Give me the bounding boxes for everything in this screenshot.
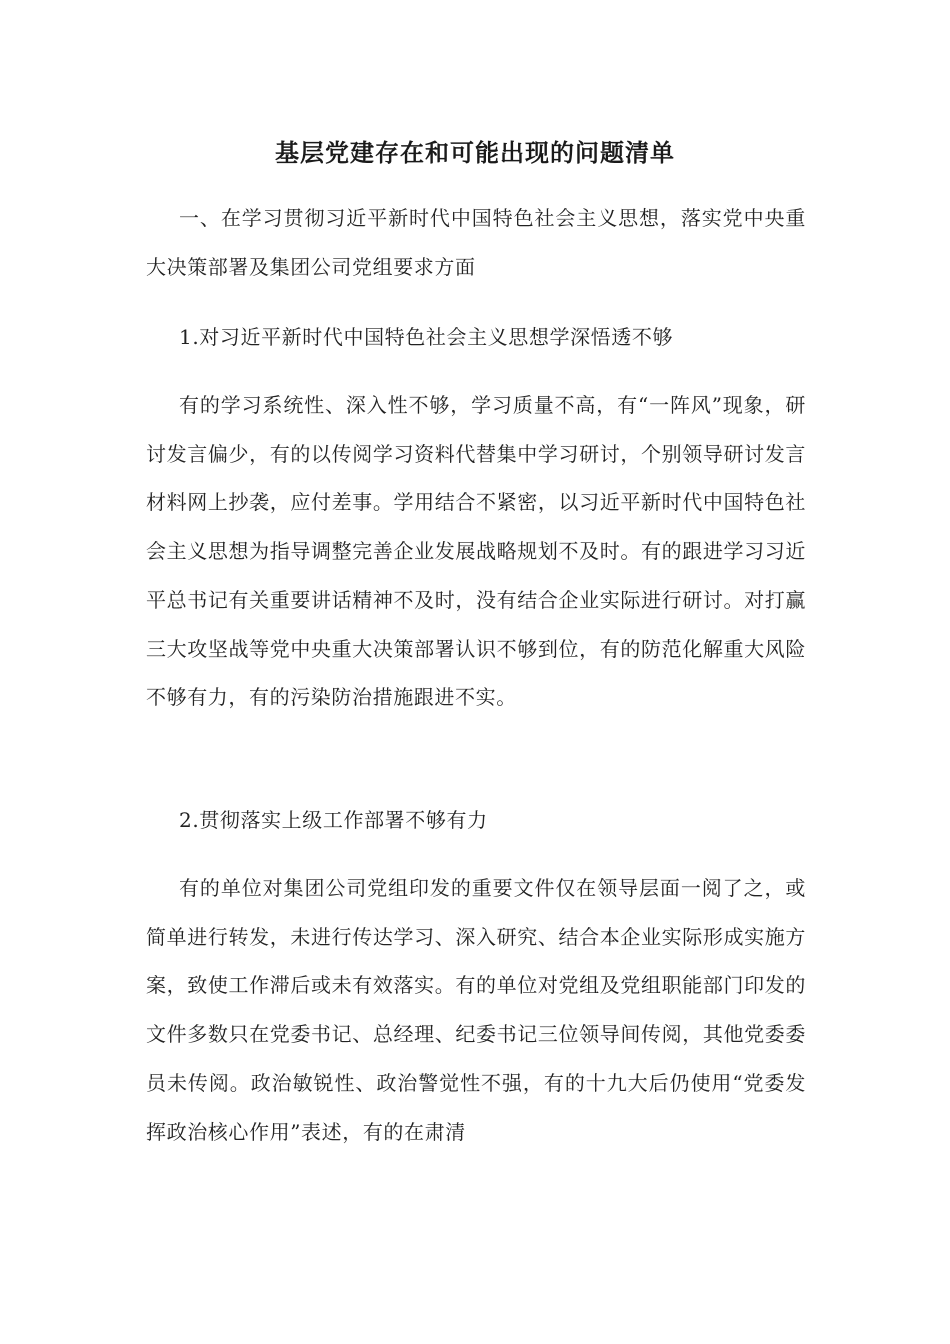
item-2-heading: 2.贯彻落实上级工作部署不够有力 [179, 808, 488, 832]
item-2-body: 有的单位对集团公司党组印发的重要文件仅在领导层面一阅了之，或简单进行转发，未进行传达学习、深入研究、结合本企业实际形成实施方案，致使工作滞后或未有效落实。有的单位对党组及党组职能部门印发的文件多数只在党委书记、总经理、纪委书记三位领导间传阅，其他党委委员未传阅。政治敏锐性、政治警觉性不强，有的十九大后仍使用“党委发挥政治核心作用”表述，有的在肃清 [146, 876, 806, 1144]
document-title: 基层党建存在和可能出现的问题清单 [275, 138, 675, 167]
item-1-body: 有的学习系统性、深入性不够，学习质量不高，有“一阵风”现象，研讨发言偏少，有的以传阅学习资料代替集中学习研讨，个别领导研讨发言材料网上抄袭，应付差事。学用结合不紧密，以习近平新时代中国特色社会主义思想为指导调整完善企业发展战略规划不及时。有的跟进学习习近平总书记有关重要讲话精神不及时，没有结合企业实际进行研讨。对打赢三大攻坚战等党中央重大决策部署认识不够到位，有的防范化解重大风险不够有力，有的污染防治措施跟进不实。 [146, 393, 806, 710]
item-1-heading: 1.对习近平新时代中国特色社会主义思想学深悟透不够 [179, 325, 674, 349]
section-heading: 一、在学习贯彻习近平新时代中国特色社会主义思想，落实党中央重大决策部署及集团公司党组要求方面 [146, 206, 806, 279]
